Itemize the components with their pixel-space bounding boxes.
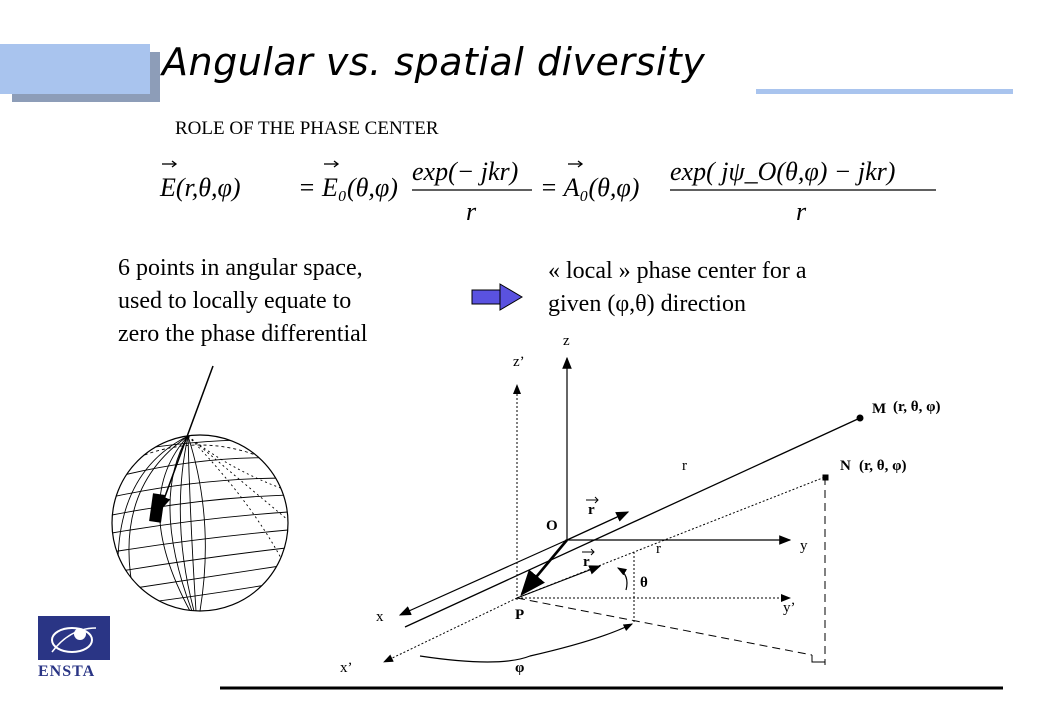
equation-lhs: E(r,θ,φ) (160, 173, 241, 202)
P-ground-line (517, 598, 812, 655)
line-to-M (405, 418, 860, 627)
equation-term2: = A₀(θ,φ) (540, 173, 640, 202)
ensta-logo-text: ENSTA (38, 663, 96, 680)
label-phi: φ (515, 660, 525, 676)
point-M (857, 415, 863, 421)
label-y: y (800, 538, 808, 554)
x-axis (400, 540, 567, 615)
angular-sphere (110, 366, 288, 611)
x-prime-axis (384, 598, 517, 662)
equation-frac1-num: exp(− jkr) (412, 157, 519, 186)
equation-term1: = E₀(θ,φ) (298, 173, 398, 202)
section-subtitle: ROLE OF THE PHASE CENTER (175, 118, 439, 139)
label-r-vec-upper: r (588, 502, 595, 518)
left-line-1: 6 points in angular space, (118, 255, 363, 281)
label-N-coords: (r, θ, φ) (859, 458, 907, 474)
equation-frac2-den: r (796, 197, 807, 226)
ensta-logo-emblem (38, 616, 110, 660)
label-N: N (840, 458, 851, 474)
label-M-coords: (r, θ, φ) (893, 399, 941, 415)
label-y-prime: y’ (783, 600, 796, 616)
label-r-lower: r (656, 541, 661, 557)
theta-arc (618, 568, 627, 590)
label-x-prime: x’ (340, 660, 353, 676)
equation-frac2-num: exp( jψ_O(θ,φ) − jkr) (670, 157, 896, 186)
label-P: P (515, 607, 525, 623)
label-M: M (872, 401, 887, 417)
OP-vector (522, 540, 567, 594)
left-line-3: zero the phase differential (118, 321, 368, 347)
left-line-2: used to locally equate to (118, 288, 352, 314)
label-r-vec-lower: r (583, 554, 590, 570)
equation-frac1-den: r (466, 197, 477, 226)
label-r-upper: r (682, 458, 687, 474)
page-title: Angular vs. spatial diversity (162, 40, 706, 84)
label-z: z (563, 333, 570, 349)
implication-arrow (472, 284, 522, 310)
label-x: x (376, 609, 384, 625)
right-line-2: given (φ,θ) direction (548, 291, 746, 317)
label-z-prime: z’ (513, 354, 525, 370)
right-line-1: « local » phase center for a (548, 258, 807, 284)
point-N (823, 475, 828, 480)
coordinate-diagram (384, 358, 863, 665)
label-O: O (546, 518, 558, 534)
label-theta: θ (640, 575, 648, 591)
